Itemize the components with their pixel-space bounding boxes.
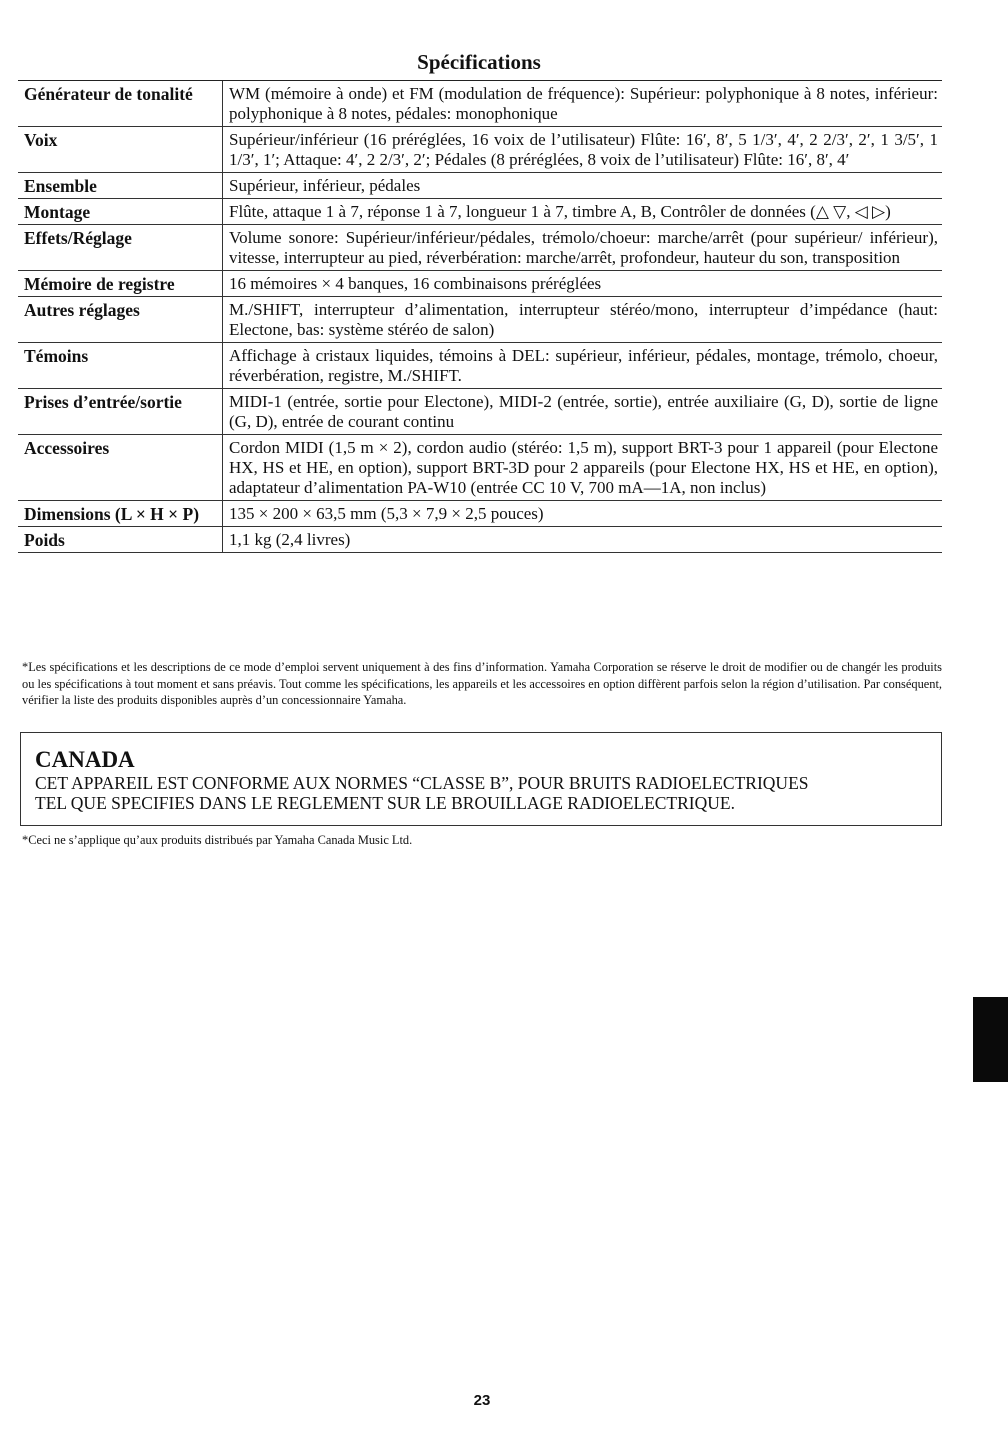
- spec-row-edit: [18, 199, 942, 225]
- spec-value: Volume sonore: Supérieur/inférieur/pédales, trémolo/choeur: marche/arrêt (pour supérieur/ inférieur), vitesse, interrupteur au pied, réverbération: marche/arrêt, profondeur, hauteur du son, transposition: [229, 228, 938, 267]
- spec-row-dimensions: [18, 501, 942, 527]
- spec-value: Flûte, attaque 1 à 7, réponse 1 à 7, longueur 1 à 7, timbre A, B, Contrôler de données (△ ▽, ◁ ▷): [229, 202, 891, 221]
- canada-notice-line-1: CET APPAREIL EST CONFORME AUX NORMES “CLASSE B”, POUR BRUITS RADIOELECTRIQUES: [35, 773, 809, 793]
- spec-label: Poids: [18, 527, 223, 552]
- specifications-footnote: *Les spécifications et les descriptions de ce mode d’emploi servent uniquement à des fins d’information. Yamaha Corporation se réserve le droit de modifier ou de changér les produits ou les spécifications à tout moment et sans préavis. Tout comme les spécifications, les appareils et les accessoires en option diffèrent parfois selon la région d’utilisation. Par conséquent, vérifier la liste des produits disponibles auprès d’un concessionnaire Yamaha.: [22, 660, 942, 707]
- canada-footnote: *Ceci ne s’applique qu’aux produits distribués par Yamaha Canada Music Ltd.: [22, 833, 413, 847]
- spec-row-other-settings: [18, 297, 942, 343]
- spec-label: Témoins: [18, 343, 223, 388]
- spec-row-ensemble: [18, 173, 942, 199]
- spec-label: Dimensions (L × H × P): [18, 501, 223, 526]
- spec-row-jacks: [18, 389, 942, 435]
- section-edge-tab: [973, 997, 1008, 1082]
- spec-value: 1,1 kg (2,4 livres): [229, 530, 351, 549]
- spec-value: 16 mémoires × 4 banques, 16 combinaisons préréglées: [229, 274, 602, 293]
- spec-label: Mémoire de registre: [18, 271, 223, 296]
- spec-value: Supérieur/inférieur (16 préréglées, 16 voix de l’utilisateur) Flûte: 16′, 8′, 5 1/3′, 4′, 2 2/3′, 2′, 1 3/5′, 1 1/3′, 1′; Attaque: 4′, 2 2/3′, 2′; Pédales (8 préréglées, 8 voix de l’utilisateur) Flûte: 16′, 8′, 4′: [229, 130, 938, 169]
- page-title: Spécifications: [417, 50, 541, 74]
- spec-value: Cordon MIDI (1,5 m × 2), cordon audio (stéréo: 1,5 m), support BRT-3 pour 1 appareil (pour Electone HX, HS et HE, en option), support BRT-3D pour 2 appareils (pour Electone HX, HS et HE, en option), adaptateur d’alimentation PA-W10 (entrée CC 10 V, 700 mA—1A, non inclus): [229, 438, 938, 497]
- spec-label: Montage: [18, 199, 223, 224]
- spec-value: M./SHIFT, interrupteur d’alimentation, interrupteur stéréo/mono, interrupteur d’impédance (haut: Electone, bas: système stéréo de salon): [229, 300, 938, 339]
- specifications-table: [18, 80, 942, 553]
- spec-row-weight: [18, 527, 942, 553]
- page-number: 23: [473, 1392, 491, 1409]
- spec-row-voices: [18, 127, 942, 173]
- canada-title: CANADA: [35, 747, 135, 772]
- spec-label: Prises d’entrée/sortie: [18, 389, 223, 434]
- spec-row-tone-generator: [18, 81, 942, 127]
- spec-value: WM (mémoire à onde) et FM (modulation de fréquence): Supérieur: polyphonique à 8 notes, inférieur: polyphonique à 8 notes, pédales: monophonique: [229, 84, 938, 123]
- spec-row-indicators: [18, 343, 942, 389]
- spec-row-effects: [18, 225, 942, 271]
- spec-label: Voix: [18, 127, 223, 172]
- canada-notice-box: [20, 732, 942, 826]
- spec-label: Autres réglages: [18, 297, 223, 342]
- spec-label: Ensemble: [18, 173, 223, 198]
- spec-value: Affichage à cristaux liquides, témoins à DEL: supérieur, inférieur, pédales, montage, trémolo, choeur, réverbération, registre, M./SHIFT.: [229, 346, 938, 385]
- spec-label: Générateur de tonalité: [18, 81, 223, 126]
- spec-value: 135 × 200 × 63,5 mm (5,3 × 7,9 × 2,5 pouces): [229, 504, 544, 523]
- spec-row-accessories: [18, 435, 942, 501]
- spec-row-registration-memory: [18, 271, 942, 297]
- spec-value: MIDI-1 (entrée, sortie pour Electone), MIDI-2 (entrée, sortie), entrée auxiliaire (G, D), sortie de ligne (G, D), entrée de courant continu: [229, 392, 938, 431]
- canada-notice-line-2: TEL QUE SPECIFIES DANS LE REGLEMENT SUR LE BROUILLAGE RADIOELECTRIQUE.: [35, 793, 735, 813]
- spec-value: Supérieur, inférieur, pédales: [229, 176, 421, 195]
- spec-label: Accessoires: [18, 435, 223, 500]
- spec-label: Effets/Réglage: [18, 225, 223, 270]
